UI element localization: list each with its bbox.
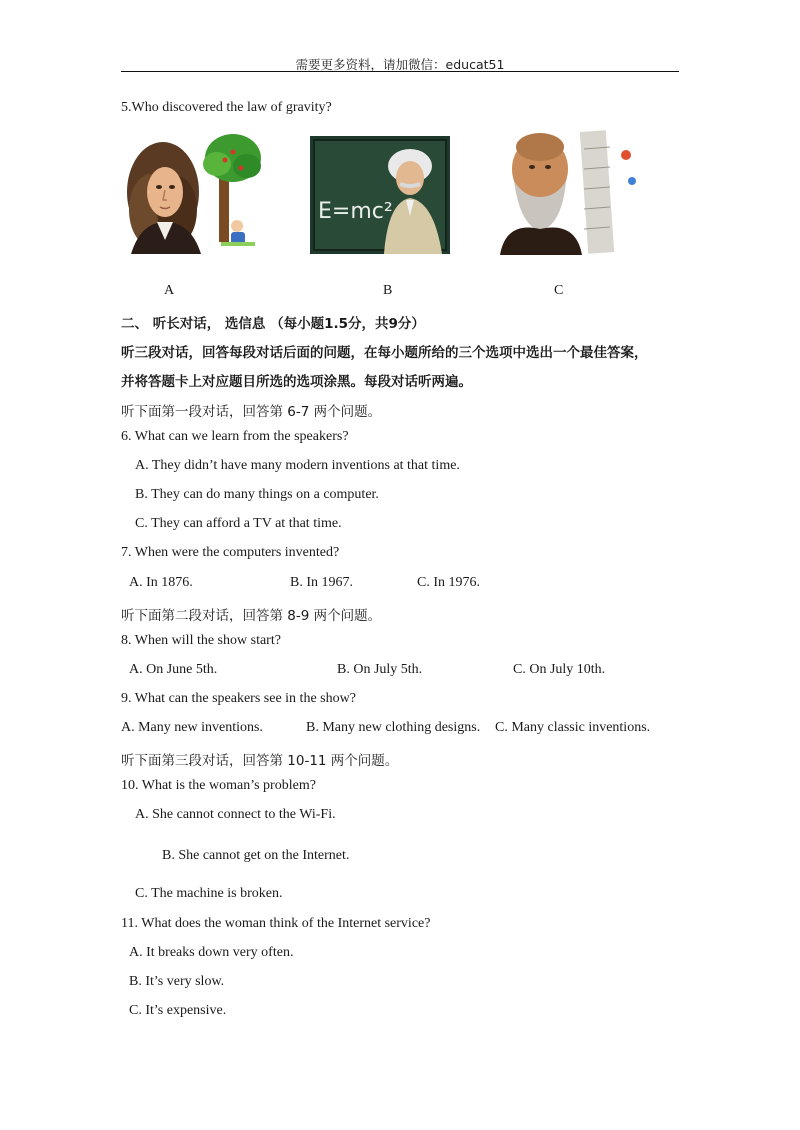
- q9-option-c: C. Many classic inventions.: [495, 720, 651, 735]
- q6-question: 6. What can we learn from the speakers?: [121, 429, 349, 444]
- q8-option-a: A. On June 5th.: [129, 662, 218, 677]
- q9-option-a: A. Many new inventions.: [121, 720, 263, 735]
- dialogue3-intro: 听下面第三段对话，回答第 10-11 两个问题。: [121, 753, 399, 769]
- option-a-label: A: [164, 283, 175, 298]
- section-instructions-line2: 并将答题卡上对应题目所选的选项涂黑。每段对话听两遍。: [121, 374, 472, 390]
- q11-option-b: B. It’s very slow.: [129, 974, 225, 989]
- formula-text: E=mc²: [318, 199, 393, 224]
- option-c-label: C: [554, 283, 564, 298]
- section-title: 二、 听长对话， 选信息 （每小题1.5分，共9分）: [121, 316, 425, 332]
- newton-picture: [121, 130, 263, 254]
- dialogue1-intro: 听下面第一段对话，回答第 6-7 两个问题。: [121, 404, 382, 420]
- section-instructions-line1: 听三段对话，回答每段对话后面的问题，在每小题所给的三个选项中选出一个最佳答案，: [121, 345, 648, 361]
- q7-option-c: C. In 1976.: [417, 575, 480, 590]
- q9-question: 9. What can the speakers see in the show?: [121, 691, 356, 706]
- q11-option-a: A. It breaks down very often.: [129, 945, 294, 960]
- q8-question: 8. When will the show start?: [121, 633, 281, 648]
- q6-option-b: B. They can do many things on a computer.: [135, 487, 379, 502]
- q7-option-a: A. In 1876.: [129, 575, 193, 590]
- q10-option-c: C. The machine is broken.: [135, 886, 283, 901]
- q6-option-c: C. They can afford a TV at that time.: [135, 516, 342, 531]
- q10-option-a: A. She cannot connect to the Wi-Fi.: [135, 807, 336, 822]
- page-header: 需要更多资料，请加微信：educat51: [295, 57, 505, 72]
- q9-option-b: B. Many new clothing designs.: [306, 720, 481, 735]
- q10-option-b: B. She cannot get on the Internet.: [162, 848, 350, 863]
- q5-question: 5.Who discovered the law of gravity?: [121, 100, 332, 115]
- q8-option-c: C. On July 10th.: [513, 662, 606, 677]
- option-b-label: B: [383, 283, 393, 298]
- q7-question: 7. When were the computers invented?: [121, 545, 340, 560]
- q11-question: 11. What does the woman think of the Internet service?: [121, 916, 431, 931]
- galileo-picture: [498, 125, 643, 255]
- q10-question: 10. What is the woman’s problem?: [121, 778, 316, 793]
- einstein-picture: [310, 136, 450, 254]
- q8-option-b: B. On July 5th.: [337, 662, 423, 677]
- q6-option-a: A. They didn’t have many modern inventions at that time.: [135, 458, 460, 473]
- q7-option-b: B. In 1967.: [290, 575, 353, 590]
- header-divider: [121, 71, 679, 72]
- q11-option-c: C. It’s expensive.: [129, 1003, 227, 1018]
- dialogue2-intro: 听下面第二段对话，回答第 8-9 两个问题。: [121, 608, 382, 624]
